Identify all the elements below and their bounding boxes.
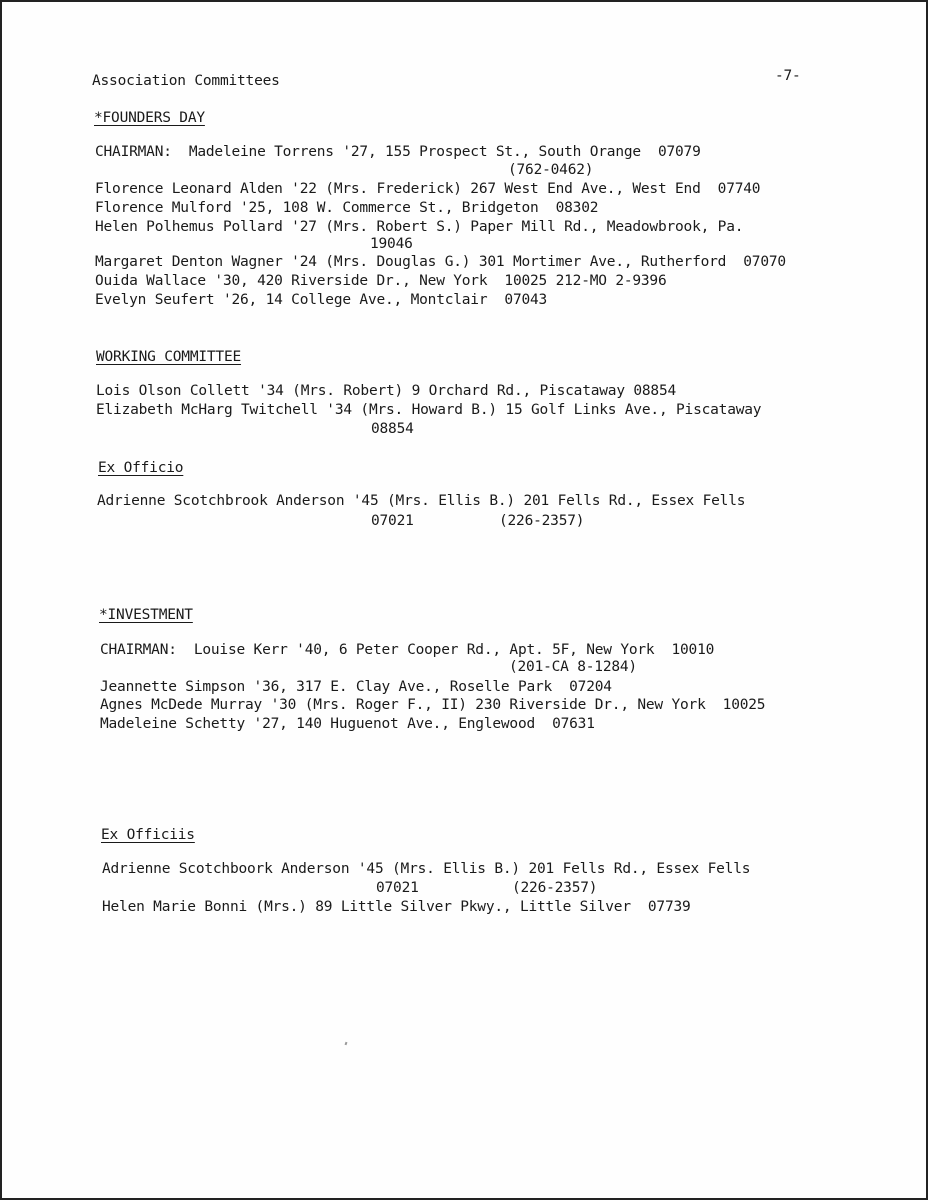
investment-member: Agnes McDede Murray '30 (Mrs. Roger F., II) 230 Riverside Dr., New York 10025	[100, 697, 766, 713]
founders-day-member: Helen Polhemus Pollard '27 (Mrs. Robert S.) Paper Mill Rd., Meadowbrook, Pa.	[95, 219, 744, 235]
founders-day-member: Evelyn Seufert '26, 14 College Ave., Montclair 07043	[95, 292, 548, 308]
working-committee-heading: WORKING COMMITTEE	[96, 349, 242, 365]
founders-day-member-zip: 19046	[370, 236, 413, 252]
founders-day-chairman: CHAIRMAN: Madeleine Torrens '27, 155 Prospect St., South Orange 07079	[95, 144, 701, 160]
founders-day-chairman-phone: (762-0462)	[508, 162, 594, 178]
founders-day-heading: *FOUNDERS DAY	[94, 110, 205, 126]
founders-day-member: Ouida Wallace '30, 420 Riverside Dr., New York 10025 212-MO 2-9396	[95, 273, 667, 289]
investment-member: Madeleine Schetty '27, 140 Huguenot Ave., Englewood 07631	[100, 716, 595, 732]
ex-officiis-line: Adrienne Scotchboork Anderson '45 (Mrs. Ellis B.) 201 Fells Rd., Essex Fells	[102, 861, 751, 877]
ex-officiis-line: Helen Marie Bonni (Mrs.) 89 Little Silver Pkwy., Little Silver 07739	[102, 899, 691, 915]
ex-officio-line: Adrienne Scotchbrook Anderson '45 (Mrs. Ellis B.) 201 Fells Rd., Essex Fells	[97, 493, 746, 509]
investment-chairman: CHAIRMAN: Louise Kerr '40, 6 Peter Cooper Rd., Apt. 5F, New York 10010	[100, 642, 715, 658]
working-committee-member-zip: 08854	[371, 421, 414, 437]
document-title: Association Committees	[92, 73, 280, 89]
paper-speck	[345, 1042, 348, 1046]
founders-day-member: Margaret Denton Wagner '24 (Mrs. Douglas G.) 301 Mortimer Ave., Rutherford 07070	[95, 254, 786, 270]
ex-officiis-phone: (226-2357)	[512, 880, 598, 896]
ex-officiis-heading: Ex Officiis	[101, 827, 195, 843]
working-committee-member: Lois Olson Collett '34 (Mrs. Robert) 9 Orchard Rd., Piscataway 08854	[96, 383, 677, 399]
ex-officio-phone: (226-2357)	[499, 513, 585, 529]
ex-officio-zip: 07021	[371, 513, 414, 529]
founders-day-member: Florence Mulford '25, 108 W. Commerce St., Bridgeton 08302	[95, 200, 599, 216]
investment-chairman-phone: (201-CA 8-1284)	[509, 659, 637, 675]
working-committee-member: Elizabeth McHarg Twitchell '34 (Mrs. Howard B.) 15 Golf Links Ave., Piscataway	[96, 402, 762, 418]
ex-officiis-zip: 07021	[376, 880, 419, 896]
founders-day-member: Florence Leonard Alden '22 (Mrs. Frederick) 267 West End Ave., West End 07740	[95, 181, 761, 197]
investment-member: Jeannette Simpson '36, 317 E. Clay Ave., Roselle Park 07204	[100, 679, 612, 695]
investment-heading: *INVESTMENT	[99, 607, 193, 623]
ex-officio-heading: Ex Officio	[98, 460, 184, 476]
page-number: -7-	[775, 68, 801, 84]
